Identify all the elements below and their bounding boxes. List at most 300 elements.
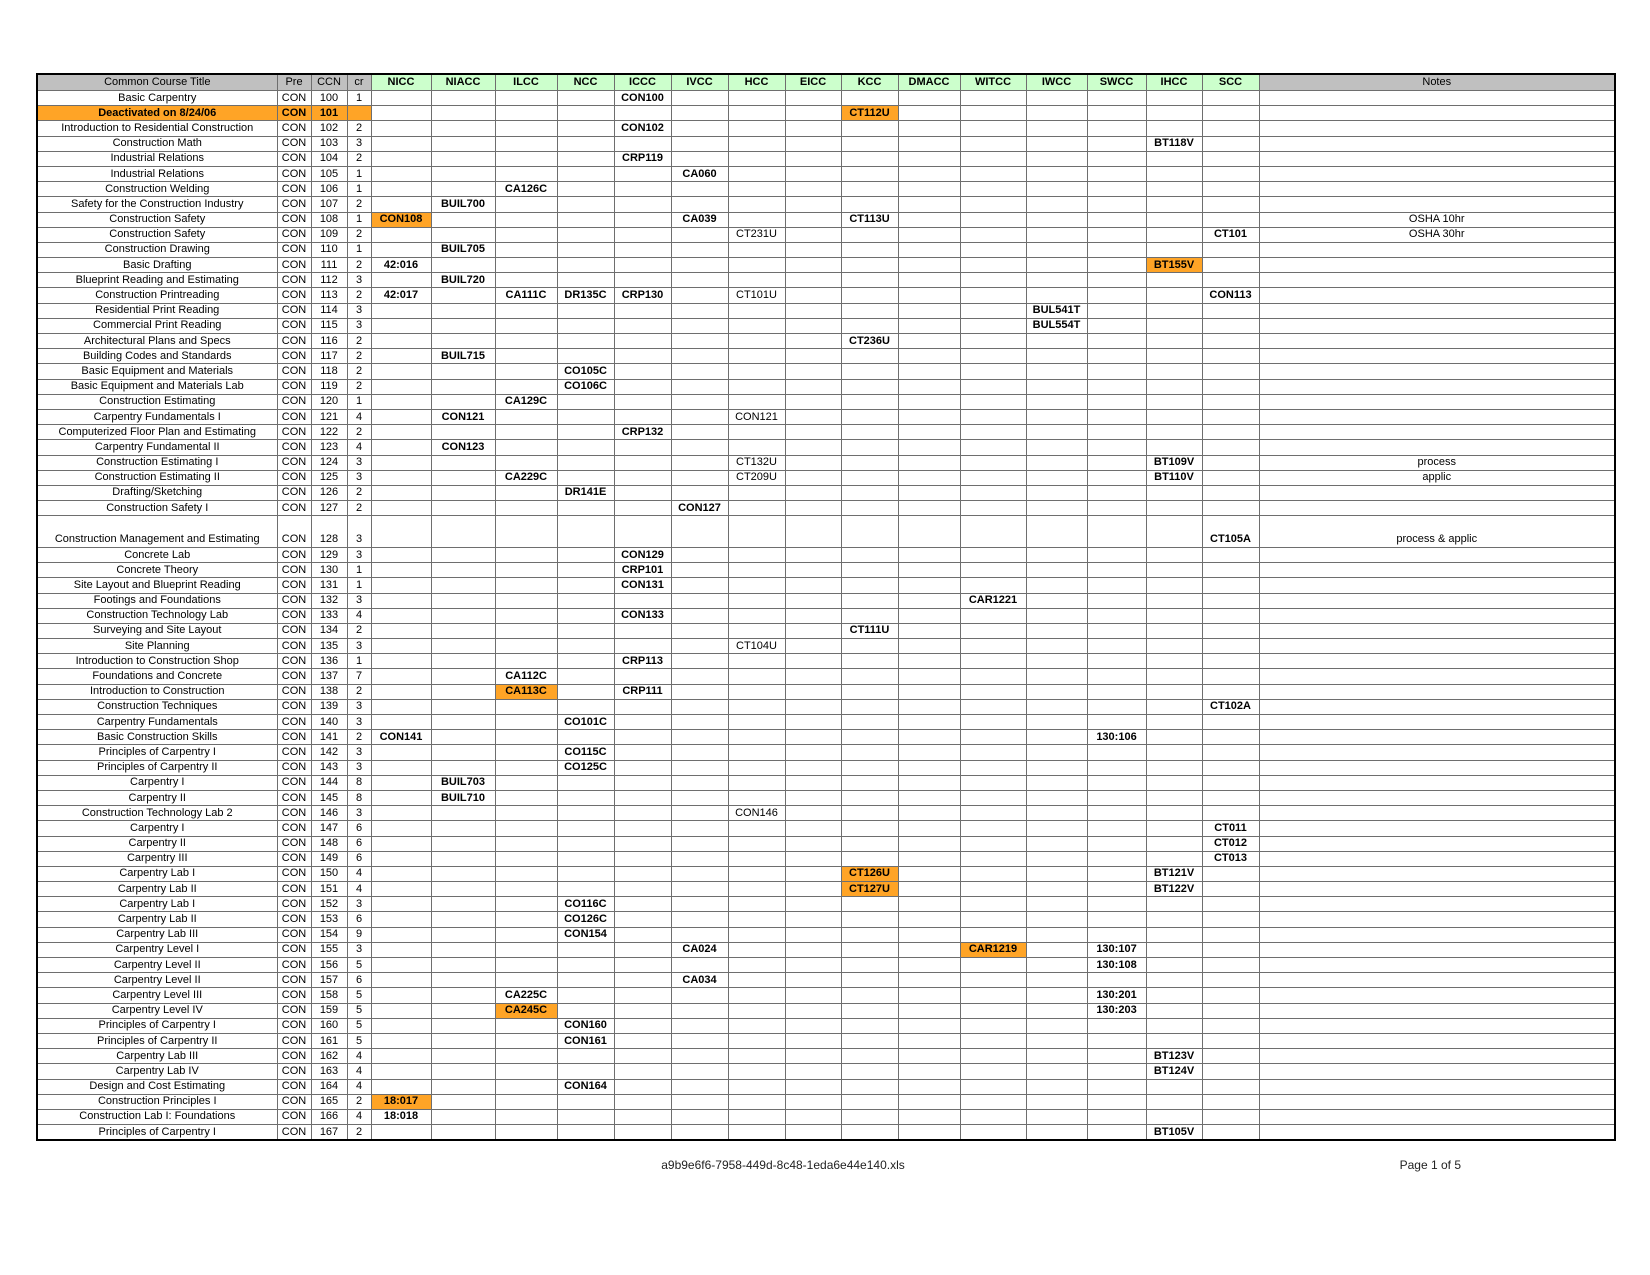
college-cell-NCC: [557, 639, 614, 654]
course-title-cell: Basic Equipment and Materials Lab: [37, 379, 277, 394]
college-cell-SWCC: 130:201: [1087, 988, 1146, 1003]
college-cell-DMACC: [898, 745, 960, 760]
college-cell-NICC: [371, 227, 431, 242]
college-cell-KCC: CT236U: [841, 334, 898, 349]
college-cell-NIACC: [431, 106, 495, 121]
college-cell-KCC: CT113U: [841, 212, 898, 227]
college-cell-IVCC: [671, 1033, 728, 1048]
college-cell-SWCC: [1087, 806, 1146, 821]
college-cell-IHCC: BT109V: [1146, 455, 1202, 470]
cr-cell: 5: [347, 1003, 371, 1018]
college-cell-NIACC: BUIL715: [431, 349, 495, 364]
college-cell-WITCC: [960, 654, 1026, 669]
pre-cell: CON: [277, 379, 311, 394]
college-cell-IWCC: [1026, 1094, 1087, 1109]
college-cell-IWCC: [1026, 409, 1087, 424]
ccn-cell: 141: [311, 730, 347, 745]
college-cell-ICCC: [614, 197, 671, 212]
course-row: [37, 1033, 1615, 1048]
college-cell-HCC: [728, 212, 785, 227]
college-cell-EICC: [785, 121, 841, 136]
college-cell-NIACC: [431, 1049, 495, 1064]
college-cell-SCC: [1202, 440, 1259, 455]
course-title-cell: Carpentry Lab IV: [37, 1064, 277, 1079]
college-cell-ICCC: [614, 821, 671, 836]
college-cell-WITCC: [960, 1003, 1026, 1018]
course-title-cell: Building Codes and Standards: [37, 349, 277, 364]
college-cell-KCC: [841, 547, 898, 562]
notes-cell: [1259, 669, 1615, 684]
college-cell-SCC: CT105A: [1202, 516, 1259, 548]
pre-cell: CON: [277, 334, 311, 349]
college-cell-IHCC: [1146, 349, 1202, 364]
college-cell-NICC: [371, 91, 431, 106]
college-cell-WITCC: [960, 1109, 1026, 1124]
college-cell-WITCC: [960, 1094, 1026, 1109]
college-cell-SWCC: [1087, 1109, 1146, 1124]
college-cell-KCC: [841, 593, 898, 608]
notes-cell: [1259, 485, 1615, 500]
college-cell-SCC: [1202, 973, 1259, 988]
college-cell-KCC: [841, 760, 898, 775]
pre-cell: CON: [277, 182, 311, 197]
college-cell-KCC: [841, 455, 898, 470]
college-cell-ICCC: [614, 623, 671, 638]
course-row: [37, 593, 1615, 608]
college-cell-HCC: [728, 121, 785, 136]
college-cell-NCC: DR135C: [557, 288, 614, 303]
course-row: [37, 440, 1615, 455]
notes-cell: [1259, 608, 1615, 623]
college-cell-WITCC: [960, 669, 1026, 684]
college-cell-IVCC: [671, 639, 728, 654]
course-row: [37, 942, 1615, 957]
college-cell-ICCC: [614, 303, 671, 318]
pre-cell: CON: [277, 1079, 311, 1094]
cr-cell: 3: [347, 745, 371, 760]
college-cell-NIACC: [431, 851, 495, 866]
college-cell-KCC: [841, 242, 898, 257]
college-cell-IWCC: [1026, 760, 1087, 775]
college-cell-IWCC: [1026, 379, 1087, 394]
college-cell-ICCC: CON129: [614, 547, 671, 562]
college-cell-IHCC: [1146, 182, 1202, 197]
college-cell-ICCC: [614, 806, 671, 821]
college-cell-WITCC: [960, 182, 1026, 197]
college-cell-EICC: [785, 379, 841, 394]
course-title-cell: Basic Carpentry: [37, 91, 277, 106]
course-title-cell: Basic Construction Skills: [37, 730, 277, 745]
notes-cell: [1259, 806, 1615, 821]
college-cell-KCC: [841, 563, 898, 578]
college-cell-SCC: [1202, 349, 1259, 364]
pre-cell: CON: [277, 760, 311, 775]
pre-cell: CON: [277, 958, 311, 973]
college-cell-WITCC: [960, 1018, 1026, 1033]
ccn-cell: 130: [311, 563, 347, 578]
ccn-cell: 165: [311, 1094, 347, 1109]
college-cell-KCC: [841, 364, 898, 379]
college-cell-NICC: 18:018: [371, 1109, 431, 1124]
notes-cell: [1259, 409, 1615, 424]
college-cell-WITCC: [960, 318, 1026, 333]
pre-cell: CON: [277, 806, 311, 821]
college-cell-IVCC: CA034: [671, 973, 728, 988]
course-row: [37, 866, 1615, 881]
college-cell-ICCC: [614, 1079, 671, 1094]
college-cell-ILCC: [495, 699, 557, 714]
college-cell-ILCC: [495, 790, 557, 805]
college-cell-HCC: [728, 851, 785, 866]
cr-cell: 2: [347, 227, 371, 242]
college-cell-ILCC: [495, 440, 557, 455]
notes-cell: [1259, 760, 1615, 775]
college-cell-SWCC: [1087, 699, 1146, 714]
course-row: [37, 318, 1615, 333]
notes-cell: [1259, 258, 1615, 273]
ccn-cell: 148: [311, 836, 347, 851]
college-cell-IWCC: [1026, 654, 1087, 669]
college-cell-EICC: [785, 563, 841, 578]
ccn-cell: 103: [311, 136, 347, 151]
college-cell-IWCC: [1026, 775, 1087, 790]
college-cell-SCC: CON113: [1202, 288, 1259, 303]
college-cell-IVCC: [671, 851, 728, 866]
column-header-ccn: CCN: [311, 74, 347, 91]
course-title-cell: Carpentry Fundamentals I: [37, 409, 277, 424]
college-cell-IHCC: [1146, 166, 1202, 181]
college-cell-DMACC: [898, 212, 960, 227]
course-title-cell: Carpentry Level IV: [37, 1003, 277, 1018]
cr-cell: 8: [347, 790, 371, 805]
college-cell-HCC: [728, 318, 785, 333]
college-cell-IWCC: [1026, 1079, 1087, 1094]
cr-cell: 1: [347, 166, 371, 181]
college-cell-NCC: CON161: [557, 1033, 614, 1048]
college-cell-ICCC: [614, 166, 671, 181]
college-cell-DMACC: [898, 91, 960, 106]
college-cell-SCC: CT011: [1202, 821, 1259, 836]
college-cell-DMACC: [898, 866, 960, 881]
college-cell-WITCC: [960, 912, 1026, 927]
course-title-cell: Carpentry Fundamentals: [37, 715, 277, 730]
college-cell-KCC: [841, 1064, 898, 1079]
college-cell-NICC: [371, 136, 431, 151]
college-cell-IHCC: [1146, 1018, 1202, 1033]
college-cell-EICC: [785, 775, 841, 790]
college-cell-WITCC: [960, 1049, 1026, 1064]
college-cell-DMACC: [898, 364, 960, 379]
college-cell-IHCC: [1146, 91, 1202, 106]
notes-cell: [1259, 1003, 1615, 1018]
college-cell-IHCC: [1146, 151, 1202, 166]
college-cell-NIACC: [431, 715, 495, 730]
college-cell-SCC: [1202, 273, 1259, 288]
college-cell-SCC: [1202, 258, 1259, 273]
pre-cell: CON: [277, 242, 311, 257]
college-cell-NICC: [371, 425, 431, 440]
college-cell-IHCC: BT121V: [1146, 866, 1202, 881]
pre-cell: CON: [277, 425, 311, 440]
ccn-cell: 136: [311, 654, 347, 669]
college-cell-IVCC: [671, 242, 728, 257]
college-cell-SCC: [1202, 988, 1259, 1003]
college-cell-NICC: [371, 836, 431, 851]
course-row: [37, 136, 1615, 151]
college-cell-ICCC: CRP132: [614, 425, 671, 440]
college-cell-NICC: [371, 516, 431, 548]
college-cell-HCC: [728, 379, 785, 394]
college-cell-WITCC: [960, 136, 1026, 151]
college-cell-ILCC: [495, 973, 557, 988]
ccn-cell: 100: [311, 91, 347, 106]
course-row: [37, 790, 1615, 805]
college-cell-IWCC: [1026, 578, 1087, 593]
college-cell-NCC: [557, 425, 614, 440]
ccn-cell: 118: [311, 364, 347, 379]
college-cell-NIACC: [431, 578, 495, 593]
college-cell-KCC: CT127U: [841, 882, 898, 897]
course-title-cell: Deactivated on 8/24/06: [37, 106, 277, 121]
course-row: [37, 669, 1615, 684]
college-cell-WITCC: [960, 866, 1026, 881]
college-cell-HCC: [728, 745, 785, 760]
column-header-ICCC: ICCC: [614, 74, 671, 91]
notes-cell: [1259, 654, 1615, 669]
notes-cell: [1259, 912, 1615, 927]
college-cell-DMACC: [898, 273, 960, 288]
college-cell-IVCC: [671, 927, 728, 942]
ccn-cell: 131: [311, 578, 347, 593]
college-cell-KCC: CT112U: [841, 106, 898, 121]
college-cell-IVCC: [671, 1049, 728, 1064]
cr-cell: 1: [347, 242, 371, 257]
college-cell-SWCC: [1087, 882, 1146, 897]
college-cell-EICC: [785, 912, 841, 927]
course-title-cell: Carpentry Level I: [37, 942, 277, 957]
college-cell-NIACC: [431, 654, 495, 669]
college-cell-HCC: [728, 699, 785, 714]
college-cell-KCC: [841, 1079, 898, 1094]
cr-cell: 3: [347, 470, 371, 485]
notes-cell: process: [1259, 455, 1615, 470]
college-cell-IVCC: [671, 1125, 728, 1141]
ccn-cell: 158: [311, 988, 347, 1003]
college-cell-NICC: [371, 973, 431, 988]
college-cell-NCC: [557, 851, 614, 866]
notes-cell: [1259, 121, 1615, 136]
college-cell-IHCC: [1146, 958, 1202, 973]
college-cell-SCC: [1202, 608, 1259, 623]
college-cell-ILCC: [495, 730, 557, 745]
college-cell-HCC: [728, 440, 785, 455]
college-cell-ILCC: [495, 578, 557, 593]
pre-cell: CON: [277, 1049, 311, 1064]
college-cell-NIACC: [431, 669, 495, 684]
college-cell-SCC: [1202, 425, 1259, 440]
college-cell-DMACC: [898, 182, 960, 197]
college-cell-NICC: [371, 851, 431, 866]
college-cell-HCC: [728, 1109, 785, 1124]
college-cell-NICC: [371, 882, 431, 897]
pre-cell: CON: [277, 151, 311, 166]
college-cell-IWCC: [1026, 440, 1087, 455]
college-cell-HCC: [728, 334, 785, 349]
college-cell-IHCC: BT118V: [1146, 136, 1202, 151]
college-cell-HCC: [728, 166, 785, 181]
college-cell-IVCC: [671, 897, 728, 912]
college-cell-ILCC: [495, 836, 557, 851]
college-cell-KCC: [841, 379, 898, 394]
college-cell-NCC: CON160: [557, 1018, 614, 1033]
college-cell-SCC: [1202, 730, 1259, 745]
notes-cell: [1259, 882, 1615, 897]
college-cell-IHCC: [1146, 364, 1202, 379]
college-cell-SCC: [1202, 1125, 1259, 1141]
college-cell-NCC: [557, 775, 614, 790]
college-cell-KCC: [841, 958, 898, 973]
college-cell-NICC: [371, 821, 431, 836]
notes-cell: [1259, 973, 1615, 988]
college-cell-NICC: [371, 470, 431, 485]
notes-cell: [1259, 578, 1615, 593]
course-row: [37, 166, 1615, 181]
cr-cell: 9: [347, 927, 371, 942]
cr-cell: 3: [347, 455, 371, 470]
course-title-cell: Safety for the Construction Industry: [37, 197, 277, 212]
ccn-cell: 116: [311, 334, 347, 349]
cr-cell: 3: [347, 318, 371, 333]
column-header-SCC: SCC: [1202, 74, 1259, 91]
college-cell-ILCC: [495, 806, 557, 821]
college-cell-SWCC: [1087, 182, 1146, 197]
college-cell-IHCC: [1146, 303, 1202, 318]
pre-cell: CON: [277, 516, 311, 548]
college-cell-ILCC: [495, 927, 557, 942]
college-cell-IWCC: [1026, 593, 1087, 608]
college-cell-ICCC: [614, 1064, 671, 1079]
college-cell-IHCC: [1146, 775, 1202, 790]
course-title-cell: Residential Print Reading: [37, 303, 277, 318]
college-cell-NCC: [557, 470, 614, 485]
college-cell-ICCC: CRP119: [614, 151, 671, 166]
cr-cell: 5: [347, 988, 371, 1003]
course-row: [37, 258, 1615, 273]
footer-filename: a9b9e6f6-7958-449d-8c48-1eda6e44e140.xls: [661, 1158, 905, 1172]
ccn-cell: 115: [311, 318, 347, 333]
notes-cell: [1259, 349, 1615, 364]
column-header-ILCC: ILCC: [495, 74, 557, 91]
college-cell-IVCC: [671, 669, 728, 684]
college-cell-ILCC: [495, 151, 557, 166]
college-cell-DMACC: [898, 334, 960, 349]
cr-cell: 2: [347, 684, 371, 699]
college-cell-IHCC: [1146, 578, 1202, 593]
course-title-cell: Construction Estimating II: [37, 470, 277, 485]
college-cell-NIACC: [431, 1033, 495, 1048]
college-cell-KCC: [841, 1033, 898, 1048]
header-row: [37, 74, 1615, 91]
college-cell-SWCC: [1087, 440, 1146, 455]
college-cell-IHCC: [1146, 1003, 1202, 1018]
college-cell-EICC: [785, 790, 841, 805]
college-cell-IVCC: [671, 288, 728, 303]
college-cell-KCC: [841, 1094, 898, 1109]
college-cell-SCC: [1202, 790, 1259, 805]
cr-cell: 6: [347, 851, 371, 866]
notes-cell: [1259, 639, 1615, 654]
college-cell-KCC: [841, 227, 898, 242]
college-cell-SCC: [1202, 563, 1259, 578]
college-cell-ICCC: [614, 227, 671, 242]
college-cell-NICC: [371, 1064, 431, 1079]
ccn-cell: 101: [311, 106, 347, 121]
college-cell-SWCC: [1087, 425, 1146, 440]
pre-cell: CON: [277, 1094, 311, 1109]
college-cell-DMACC: [898, 440, 960, 455]
college-cell-DMACC: [898, 409, 960, 424]
college-cell-IHCC: [1146, 227, 1202, 242]
college-cell-KCC: [841, 318, 898, 333]
college-cell-ICCC: [614, 136, 671, 151]
college-cell-EICC: [785, 1125, 841, 1141]
college-cell-DMACC: [898, 669, 960, 684]
pre-cell: CON: [277, 1018, 311, 1033]
college-cell-NIACC: [431, 1079, 495, 1094]
college-cell-IWCC: [1026, 485, 1087, 500]
college-cell-SWCC: [1087, 1033, 1146, 1048]
ccn-cell: 104: [311, 151, 347, 166]
college-cell-EICC: [785, 288, 841, 303]
college-cell-SWCC: [1087, 166, 1146, 181]
college-cell-WITCC: [960, 897, 1026, 912]
college-cell-NICC: [371, 684, 431, 699]
college-cell-EICC: [785, 882, 841, 897]
college-cell-NIACC: [431, 303, 495, 318]
pre-cell: CON: [277, 897, 311, 912]
college-cell-IWCC: [1026, 608, 1087, 623]
pre-cell: CON: [277, 730, 311, 745]
notes-cell: [1259, 897, 1615, 912]
college-cell-KCC: [841, 821, 898, 836]
course-title-cell: Computerized Floor Plan and Estimating: [37, 425, 277, 440]
college-cell-EICC: [785, 593, 841, 608]
college-cell-ILCC: CA129C: [495, 394, 557, 409]
course-title-cell: Surveying and Site Layout: [37, 623, 277, 638]
college-cell-KCC: [841, 988, 898, 1003]
college-cell-NICC: [371, 1125, 431, 1141]
course-title-cell: Basic Equipment and Materials: [37, 364, 277, 379]
college-cell-DMACC: [898, 470, 960, 485]
college-cell-IVCC: [671, 1064, 728, 1079]
college-cell-KCC: [841, 166, 898, 181]
course-row: [37, 364, 1615, 379]
college-cell-WITCC: [960, 258, 1026, 273]
college-cell-IHCC: [1146, 547, 1202, 562]
pre-cell: CON: [277, 836, 311, 851]
college-cell-IHCC: [1146, 790, 1202, 805]
course-row: [37, 760, 1615, 775]
cr-cell: 2: [347, 485, 371, 500]
pre-cell: CON: [277, 821, 311, 836]
college-cell-IHCC: [1146, 197, 1202, 212]
course-title-cell: Carpentry II: [37, 790, 277, 805]
college-cell-DMACC: [898, 715, 960, 730]
college-cell-IWCC: [1026, 897, 1087, 912]
college-cell-KCC: [841, 425, 898, 440]
ccn-cell: 109: [311, 227, 347, 242]
college-cell-IVCC: CA024: [671, 942, 728, 957]
